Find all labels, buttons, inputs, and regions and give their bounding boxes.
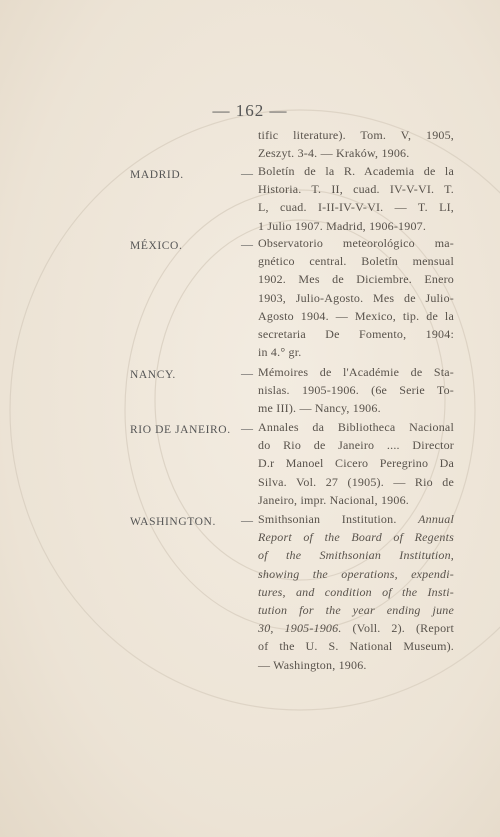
text-italic: 30, 1905-1906. (258, 621, 342, 636)
text-line (258, 619, 454, 637)
entry-place-madrid: MADRID. (130, 169, 184, 181)
entry-place-rio-de-janeiro: RIO DE JANEIRO. (130, 424, 231, 436)
entry-text-nancy (258, 363, 454, 418)
text-line: Observatorio meteorológico ma- (258, 236, 454, 250)
text-plain: Smithsonian Institution. (258, 512, 419, 526)
text-line: L, cuad. I-II-IV-V-VI. — T. LI, (258, 200, 454, 215)
text-line: Historia. T. II, cuad. IV-V-VI. T. (258, 182, 454, 197)
text-line-italic: tution for the year ending june (258, 603, 454, 618)
entry-dash: — (241, 366, 253, 380)
entry-place-mexico: MÉXICO. (130, 240, 183, 252)
text-line: Janeiro, impr. Nacional, 1906. (258, 492, 409, 507)
text-italic: Annual (418, 512, 454, 526)
entry-text-mexico (258, 234, 454, 361)
text-line: Agosto 1904. — Mexico, tip. de la (258, 308, 454, 323)
text-plain: (Voll. 2). (Report (341, 621, 454, 636)
entry-dash: — (241, 166, 253, 180)
text-line: in 4.° gr. (258, 345, 302, 360)
text-line: D.r Manoel Cicero Peregrino Da (258, 456, 454, 471)
entry-dash: — (241, 237, 253, 251)
entry-text-washington (258, 510, 454, 674)
text-line: secretaria De Fomento, 1904: (258, 327, 454, 342)
text-line: Zeszyt. 3-4. — Kraków, 1906. (258, 146, 410, 161)
entry-text-madrid (258, 162, 454, 235)
page-number: — 162 — (212, 101, 288, 120)
text-line-italic: Report of the Board of Regents (258, 530, 454, 545)
text-line: do Rio de Janeiro .... Director (258, 438, 454, 453)
text-line: Silva. Vol. 27 (1905). — Rio de (258, 474, 454, 489)
text-line: Annales da Bibliotheca Nacional (258, 420, 454, 434)
text-line: — Washington, 1906. (258, 657, 367, 672)
text-line: tific literature). Tom. V, 1905, (258, 128, 454, 142)
text-line: 1 Julio 1907. Madrid, 1906-1907. (258, 218, 427, 233)
text-line-italic: of the Smithsonian Institution, (258, 548, 454, 563)
continuation-text (258, 126, 454, 162)
text-line: gnético central. Boletín mensual (258, 254, 454, 269)
text-line: of the U. S. National Museum). (258, 639, 454, 654)
entry-dash: — (241, 513, 253, 527)
text-line (258, 510, 454, 528)
entry-text-rio-de-janeiro (258, 418, 454, 509)
text-line: me III). — Nancy, 1906. (258, 401, 381, 416)
text-line: nislas. 1905-1906. (6e Serie To- (258, 383, 454, 398)
entry-dash: — (241, 421, 253, 435)
text-line: 1903, Julio-Agosto. Mes de Julio- (258, 290, 454, 305)
text-line-italic: tures, and condition of the Insti- (258, 584, 454, 599)
text-line-italic: showing the operations, expendi- (258, 566, 454, 581)
entry-place-nancy: NANCY. (130, 369, 176, 381)
text-line: 1902. Mes de Diciembre. Enero (258, 272, 454, 287)
entry-place-washington: WASHINGTON. (130, 516, 216, 528)
text-line: Boletín de la R. Academia de la (258, 164, 454, 178)
text-line: Mémoires de l'Académie de Sta- (258, 365, 454, 379)
